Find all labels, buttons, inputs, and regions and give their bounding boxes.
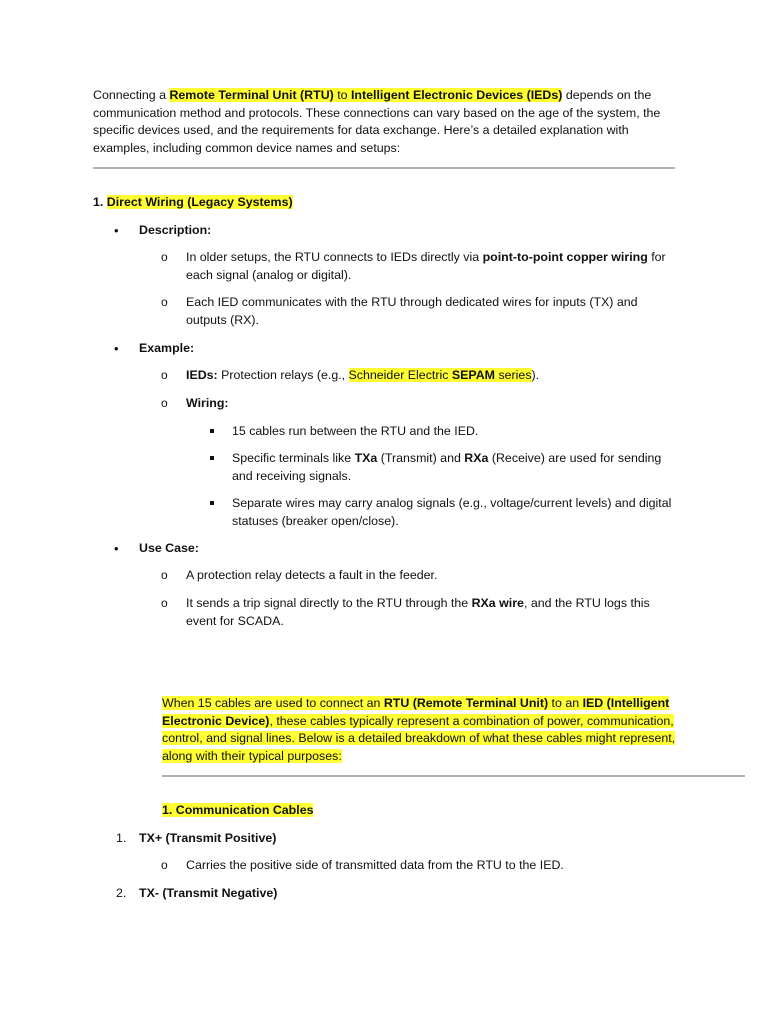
square-bullet [210, 456, 214, 460]
intro-text-1: Connecting a [93, 88, 170, 102]
description-label: Description: [139, 223, 212, 237]
square-bullet [210, 429, 214, 433]
list-number-2: 2. [116, 886, 127, 900]
description-item-2: Each IED communicates with the RTU through dedicated wires for inputs (TX) and outputs (RX). [186, 295, 638, 327]
description-item-1: In older setups, the RTU connects to IEDs directly via point-to-point copper wiring for each signal (analog or digital). [186, 250, 666, 282]
sub-bullet-marker: o [161, 568, 168, 582]
sub-bullet-marker: o [161, 858, 168, 872]
tx-positive-label: TX+ (Transmit Positive) [139, 831, 277, 845]
tx-negative-label: TX- (Transmit Negative) [139, 886, 278, 900]
example-ieds: IEDs: Protection relays (e.g., Schneider Electric SEPAM series). [186, 368, 540, 382]
section-heading-direct-wiring [93, 194, 293, 212]
tx-positive-description: Carries the positive side of transmitted data from the RTU to the IED. [186, 858, 564, 872]
intro-highlight-ieds: Intelligent Electronic Devices (IEDs) [350, 88, 563, 102]
wiring-item-3: Separate wires may carry analog signals (e.g., voltage/current levels) and digital statuses (breaker open/close). [232, 496, 672, 528]
intro-paragraph [93, 87, 677, 157]
use-case-item-2: It sends a trip signal directly to the RTU through the RXa wire, and the RTU logs this event for SCADA. [186, 596, 650, 628]
square-bullet [210, 501, 214, 505]
sub-bullet-marker: o [161, 396, 168, 410]
intro-text-3: depends on the communication method and protocols. These connections can vary based on the age of the system, the specific devices used, and the requirements for data exchange. Here’s a detailed explanation with examples, including common device names and setups: [93, 88, 661, 155]
sub-bullet-marker: o [161, 250, 168, 264]
communication-cables-heading: 1. Communication Cables [162, 803, 314, 817]
wiring-item-2: Specific terminals like TXa (Transmit) and RXa (Receive) are used for sending and receiving signals. [232, 451, 662, 483]
sub-bullet-marker: o [161, 368, 168, 382]
section-number: 1. [93, 195, 107, 209]
section-title: Direct Wiring (Legacy Systems) [106, 195, 293, 209]
intro-highlight-to: to [333, 88, 351, 102]
intro-highlight-rtu: Remote Terminal Unit (RTU) [169, 88, 334, 102]
cables-paragraph: When 15 cables are used to connect an RTU (Remote Terminal Unit) to an IED (Intelligent Electronic Device), these cables typically represent a combination of power, communication, control, and signal lines. Below is a detailed breakdown of what these cables might represent, along with their typical purposes: [162, 696, 676, 763]
use-case-item-1: A protection relay detects a fault in the feeder. [186, 568, 438, 582]
wiring-item-1: 15 cables run between the RTU and the IED. [232, 424, 479, 438]
example-label: Example: [139, 341, 195, 355]
sub-bullet-marker: o [161, 596, 168, 610]
sub-bullet-marker: o [161, 295, 168, 309]
horizontal-rule-1 [93, 167, 675, 169]
example-wiring-label: Wiring: [186, 396, 229, 410]
use-case-label: Use Case: [139, 541, 199, 555]
list-number-1: 1. [116, 831, 127, 845]
horizontal-rule-2 [162, 775, 745, 777]
